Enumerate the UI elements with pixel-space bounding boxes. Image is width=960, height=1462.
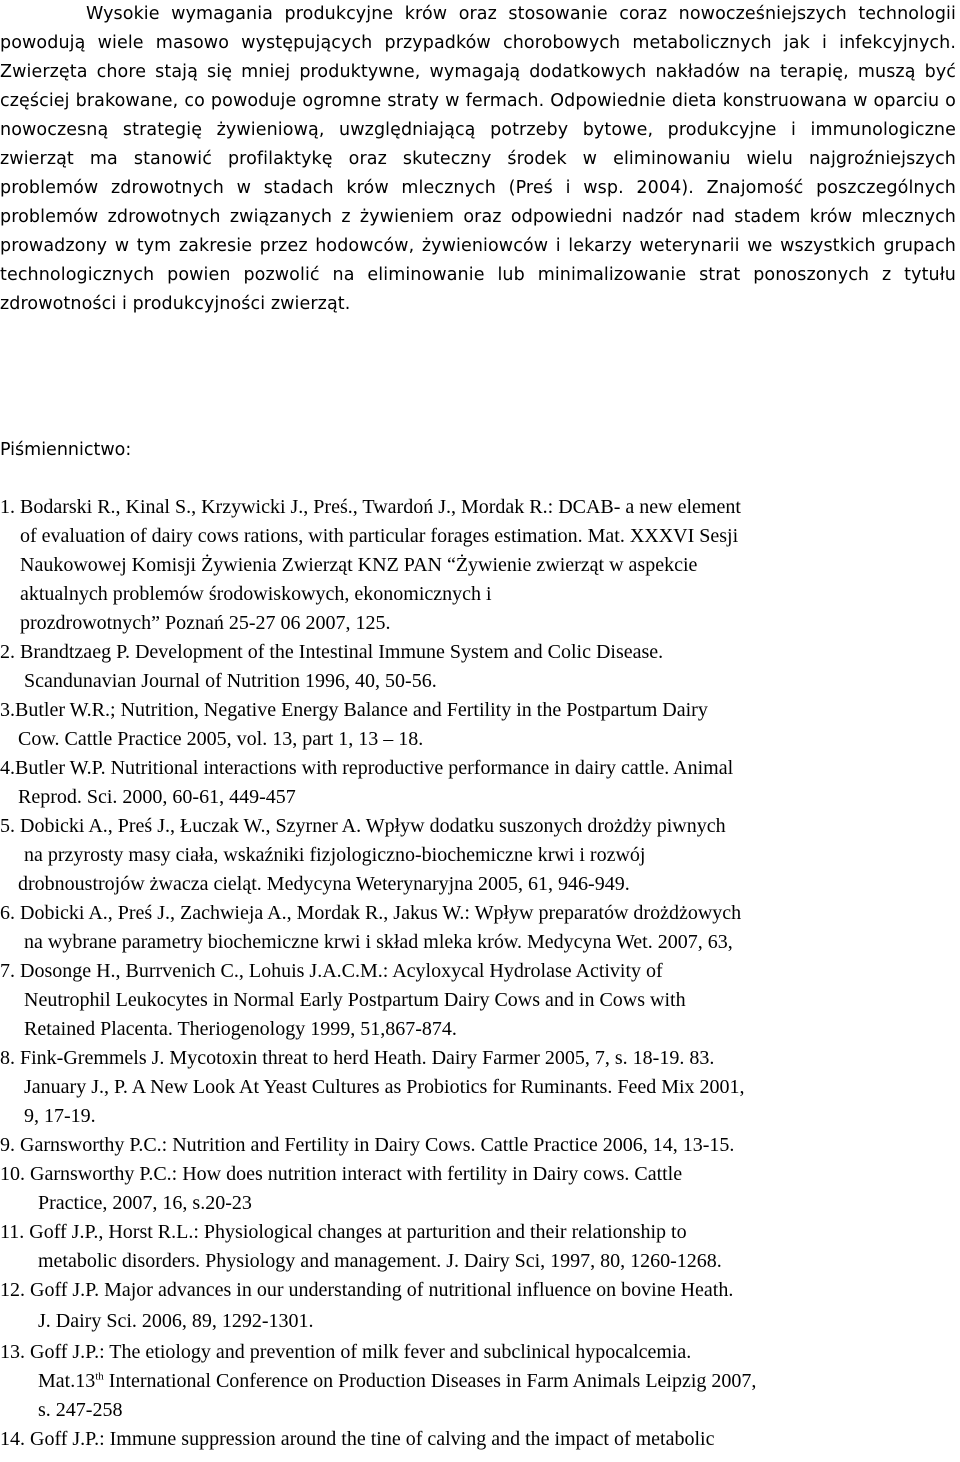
body-paragraph: Wysokie wymagania produkcyjne krów oraz stosowanie coraz nowocześniejszych technologii powodują wiele masowo występujących przypadków chorobowych metabolicznych jak i infekcyjnych. Zwierzęta chore stają się mniej produktywne, wymagają dodatkowych nakładów na terapię, muszą być częściej brakowane, co powoduje ogromne straty w fermach. Odpowiednie dieta konstruowana w oparciu o nowoczesną strategię żywieniową, uwzględniającą potrzeby bytowe, produkcyjne i immunologiczne zwierząt ma stanowić profilaktykę oraz skuteczny środek w eliminowaniu wielu najgroźniejszych problemów zdrowotnych w stadach krów mlecznych (Preś i wsp. 2004). Znajomość poszczególnych problemów zdrowotnych związanych z żywieniem oraz odpowiedni nadzór nad stadem krów mlecznych prowadzony w tym zakresie przez hodowców, żywieniowców i lekarzy weterynarii we wszystkich grupach technologicznych powien pozwolić na eliminowanie lub minimalizowanie strat ponoszonych z tytułu zdrowotności i produkcyjności zwierząt. bbox=[0, 4, 956, 314]
reference-line: 12. Goff J.P. Major advances in our understanding of nutritional influence on bovine Heath. bbox=[0, 1279, 734, 1301]
references-heading: Piśmiennictwo: bbox=[0, 440, 132, 460]
reference-line: 1. Bodarski R., Kinal S., Krzywicki J., Preś., Twardoń J., Mordak R.: DCAB- a new element bbox=[0, 496, 741, 518]
reference-line: 10. Garnsworthy P.C.: How does nutrition interact with fertility in Dairy cows. Cattle bbox=[0, 1163, 683, 1185]
reference-line bbox=[0, 1367, 956, 1396]
reference-line: 7. Dosonge H., Burrvenich C., Lohuis J.A.C.M.: Acyloxycal Hydrolase Activity of bbox=[0, 960, 663, 982]
reference-line: 9. Garnsworthy P.C.: Nutrition and Fertility in Dairy Cows. Cattle Practice 2006, 14, 13-15. bbox=[0, 1134, 735, 1156]
reference-line: 13. Goff J.P.: The etiology and prevention of milk fever and subclinical hypocalcemia. bbox=[0, 1341, 692, 1363]
reference-item bbox=[0, 957, 956, 1044]
reference-line-part: International Conference on Production Diseases in Farm Animals Leipzig 2007, bbox=[103, 1370, 757, 1392]
reference-item bbox=[0, 1044, 956, 1131]
reference-line: 6. Dobicki A., Preś J., Zachwieja A., Mordak R., Jakus W.: Wpływ preparatów drożdżowych bbox=[0, 902, 742, 924]
reference-line-part: Mat.13 bbox=[38, 1370, 96, 1392]
superscript-ordinal: th bbox=[95, 1370, 104, 1383]
reference-line: 14. Goff J.P.: Immune suppression around the tine of calving and the impact of metabolic bbox=[0, 1428, 715, 1450]
reference-line: Practice, 2007, 16, s.20-23 bbox=[38, 1192, 252, 1214]
reference-line: Naukowowej Komisji Żywienia Zwierząt KNZ PAN “Żywienie zwierząt w aspekcie bbox=[20, 554, 698, 576]
references-list bbox=[0, 493, 956, 1454]
reference-line: 4.Butler W.P. Nutritional interactions with reproductive performance in dairy cattle. Animal bbox=[0, 757, 734, 779]
reference-line: 5. Dobicki A., Preś J., Łuczak W., Szyrner A. Wpływ dodatku suszonych drożdży piwnych bbox=[0, 815, 726, 837]
reference-line: Retained Placenta. Theriogenology 1999, 51,867-874. bbox=[24, 1018, 457, 1040]
reference-line: 2. Brandtzaeg P. Development of the Intestinal Immune System and Colic Disease. bbox=[0, 641, 664, 663]
reference-item bbox=[0, 1218, 956, 1276]
reference-line: metabolic disorders. Physiology and management. J. Dairy Sci, 1997, 80, 1260-1268. bbox=[38, 1250, 722, 1272]
reference-item bbox=[0, 1276, 956, 1338]
reference-line: s. 247-258 bbox=[38, 1399, 123, 1421]
reference-item bbox=[0, 754, 956, 812]
reference-line: na wybrane parametry biochemiczne krwi i skład mleka krów. Medycyna Wet. 2007, 63, bbox=[24, 931, 733, 953]
reference-line: Scandunavian Journal of Nutrition 1996, 40, 50-56. bbox=[24, 670, 437, 692]
reference-line: Neutrophil Leukocytes in Normal Early Postpartum Dairy Cows and in Cows with bbox=[24, 989, 686, 1011]
reference-item bbox=[0, 696, 956, 754]
reference-item bbox=[0, 493, 956, 638]
reference-item bbox=[0, 638, 956, 696]
reference-line: na przyrosty masy ciała, wskaźniki fizjologiczno-biochemiczne krwi i rozwój bbox=[24, 844, 646, 866]
reference-line: aktualnych problemów środowiskowych, ekonomicznych i bbox=[20, 583, 492, 605]
reference-line: 9, 17-19. bbox=[24, 1105, 96, 1127]
reference-item bbox=[0, 812, 956, 899]
reference-line: 3.Butler W.R.; Nutrition, Negative Energy Balance and Fertility in the Postpartum Dairy bbox=[0, 699, 708, 721]
reference-line: January J., P. A New Look At Yeast Cultures as Probiotics for Ruminants. Feed Mix 2001, bbox=[24, 1076, 745, 1098]
reference-line: of evaluation of dairy cows rations, with particular forages estimation. Mat. XXXVI Sesji bbox=[20, 525, 739, 547]
reference-item bbox=[0, 899, 956, 957]
reference-line: 8. Fink-Gremmels J. Mycotoxin threat to herd Heath. Dairy Farmer 2005, 7, s. 18-19. 83. bbox=[0, 1047, 715, 1069]
reference-line: J. Dairy Sci. 2006, 89, 1292-1301. bbox=[38, 1310, 314, 1332]
reference-line: 11. Goff J.P., Horst R.L.: Physiological changes at parturition and their relationship to bbox=[0, 1221, 687, 1243]
reference-line: Cow. Cattle Practice 2005, vol. 13, part 1, 13 – 18. bbox=[18, 728, 424, 750]
reference-item bbox=[0, 1425, 956, 1454]
reference-line: prozdrowotnych” Poznań 25-27 06 2007, 125. bbox=[20, 612, 391, 634]
reference-item bbox=[0, 1131, 956, 1160]
reference-item bbox=[0, 1338, 956, 1425]
reference-line: drobnoustrojów żwacza cieląt. Medycyna Weterynaryjna 2005, 61, 946-949. bbox=[18, 873, 630, 895]
reference-item bbox=[0, 1160, 956, 1218]
reference-line: Reprod. Sci. 2000, 60-61, 449-457 bbox=[18, 786, 296, 808]
